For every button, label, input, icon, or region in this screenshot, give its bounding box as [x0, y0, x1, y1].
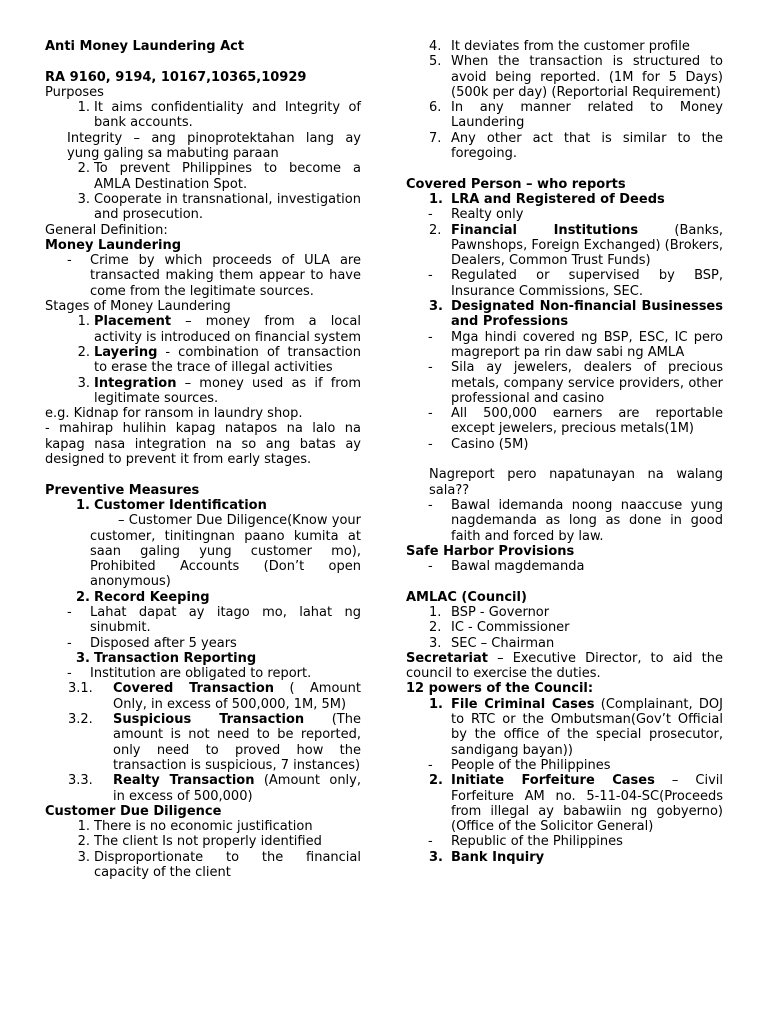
list-item: 1. File Criminal Cases (Complainant, DOJ to RTC or the Ombutsman(Gov’t Official by the office of the special prosecutor, sandigang bayan)): [429, 696, 723, 758]
covered-person-heading: Covered Person – who reports: [406, 176, 626, 192]
list-item: - Realty only: [428, 207, 524, 223]
mahirap-note: - mahirap hulihin kapag natapos na lalo na kapag nasa integration na so ang batas ay designed to prevent it from early stages.: [45, 421, 361, 468]
general-definition-label: General Definition:: [45, 222, 168, 238]
customer-due-diligence-heading: Customer Due Diligence: [45, 803, 222, 819]
list-item: 2. IC - Commissioner: [429, 620, 570, 636]
customer-identification-text: – Customer Due Diligence(Know your customer, tinitingnan paano kumita at saan galing yung customer mo), Prohibited Accounts (Don’t open anonymous): [90, 513, 361, 590]
ra-numbers: RA 9160, 9194, 10167,10365,10929: [45, 69, 307, 85]
list-item: 1. Placement – money from a local activity is introduced on financial system: [77, 314, 361, 345]
list-item: 4. It deviates from the customer profile: [429, 39, 690, 54]
list-item: 3. Disproportionate to the financial capacity of the client: [77, 849, 361, 881]
list-item: 5. When the transaction is structured to avoid being reported. (1M for 5 Days) (500k per day) (Reportorial Requirement): [429, 54, 723, 100]
list-item: 1. There is no economic justification: [77, 819, 313, 835]
right-column: [406, 39, 723, 865]
list-item: 3. Transaction Reporting: [76, 650, 257, 666]
list-item: 2. Financial Institutions (Banks, Pawnshops, Foreign Exchanged) (Brokers, Dealers, Common Trust Funds): [429, 222, 723, 269]
integrity-note: Integrity – ang pinoprotektahan lang ay yung galing sa mabuting paraan: [67, 130, 361, 162]
list-item: - Republic of the Philippines: [428, 834, 623, 850]
preventive-measures-heading: Preventive Measures: [45, 482, 200, 498]
list-item: - Regulated or supervised by BSP, Insurance Commissions, SEC.: [428, 268, 723, 299]
list-item: 1. LRA and Registered of Deeds: [429, 191, 665, 207]
powers-heading: 12 powers of the Council:: [406, 681, 594, 697]
list-item: 3.1. Covered Transaction ( Amount Only, in excess of 500,000, 1M, 5M): [68, 681, 361, 712]
list-item: - All 500,000 earners are reportable except jewelers, precious metals(1M): [428, 406, 723, 437]
list-item: - Bawal magdemanda: [428, 559, 585, 575]
list-item: 2. Initiate Forfeiture Cases – Civil Forfeiture AM no. 5-11-04-SC(Proceeds from illegal ay babawiin ng gobyerno)(Office of the Solicitor General): [429, 773, 723, 835]
list-item: 1. It aims confidentiality and Integrity of bank accounts.: [77, 100, 361, 131]
list-item: 2. Record Keeping: [76, 589, 210, 605]
list-item: 3. SEC – Chairman: [429, 635, 555, 651]
amlac-heading: AMLAC (Council): [406, 589, 527, 605]
list-item: 1. BSP - Governor: [429, 604, 550, 620]
purposes-label: Purposes: [45, 84, 104, 100]
list-item: 3. Integration – money used as if from legitimate sources.: [77, 375, 361, 406]
list-item: - People of the Philippines: [428, 757, 611, 773]
list-item: 3.2. Suspicious Transaction (The amount is not need to be reported, only need to proved how the transaction is suspicious, 7 instances): [68, 712, 361, 773]
list-item: - Sila ay jewelers, dealers of precious metals, company service providers, other professional and casino: [428, 360, 723, 406]
list-item: - Casino (5M): [428, 436, 529, 452]
nagreport-note: Nagreport pero napatunayan na walang sala??: [429, 467, 723, 498]
example-line: e.g. Kidnap for ransom in laundry shop.: [45, 406, 303, 422]
list-item: - Mga hindi covered ng BSP, ESC, IC pero magreport pa rin daw sabi ng AMLA: [428, 329, 723, 360]
list-item: - Disposed after 5 years: [67, 635, 237, 651]
list-item: 3. Bank Inquiry: [429, 849, 545, 865]
list-item: 2. The client Is not properly identified: [77, 834, 322, 850]
list-item: 2. To prevent Philippines to become a AMLA Destination Spot.: [77, 161, 361, 192]
left-column: [45, 39, 361, 880]
list-item: - Lahat dapat ay itago mo, lahat ng sinubmit.: [67, 604, 361, 636]
list-item: - Institution are obligated to report.: [67, 666, 312, 682]
money-laundering-heading: Money Laundering: [45, 237, 182, 253]
list-item: 3. Cooperate in transnational, investigation and prosecution.: [77, 191, 361, 223]
list-item: 3.3. Realty Transaction (Amount only, in excess of 500,000): [68, 773, 361, 804]
list-item: 7. Any other act that is similar to the foregoing.: [429, 130, 723, 162]
list-item: 1. Customer Identification: [76, 497, 267, 513]
list-item: - Crime by which proceeds of ULA are transacted making them appear to have come from the legitimate sources.: [67, 253, 361, 299]
secretariat-line: Secretariat – Executive Director, to aid the council to exercise the duties.: [406, 650, 723, 682]
document-title: Anti Money Laundering Act: [45, 39, 245, 54]
list-item: 3. Designated Non-financial Businesses and Professions: [429, 299, 723, 330]
list-item: 2. Layering - combination of transaction to erase the trace of illegal activities: [77, 344, 361, 376]
list-item: 6. In any manner related to Money Laundering: [429, 100, 723, 131]
list-item: - Bawal idemanda noong naaccuse yung nagdemanda as long as done in good faith and forced by law.: [428, 497, 723, 544]
safe-harbor-heading: Safe Harbor Provisions: [406, 543, 575, 559]
stages-label: Stages of Money Laundering: [45, 299, 231, 315]
